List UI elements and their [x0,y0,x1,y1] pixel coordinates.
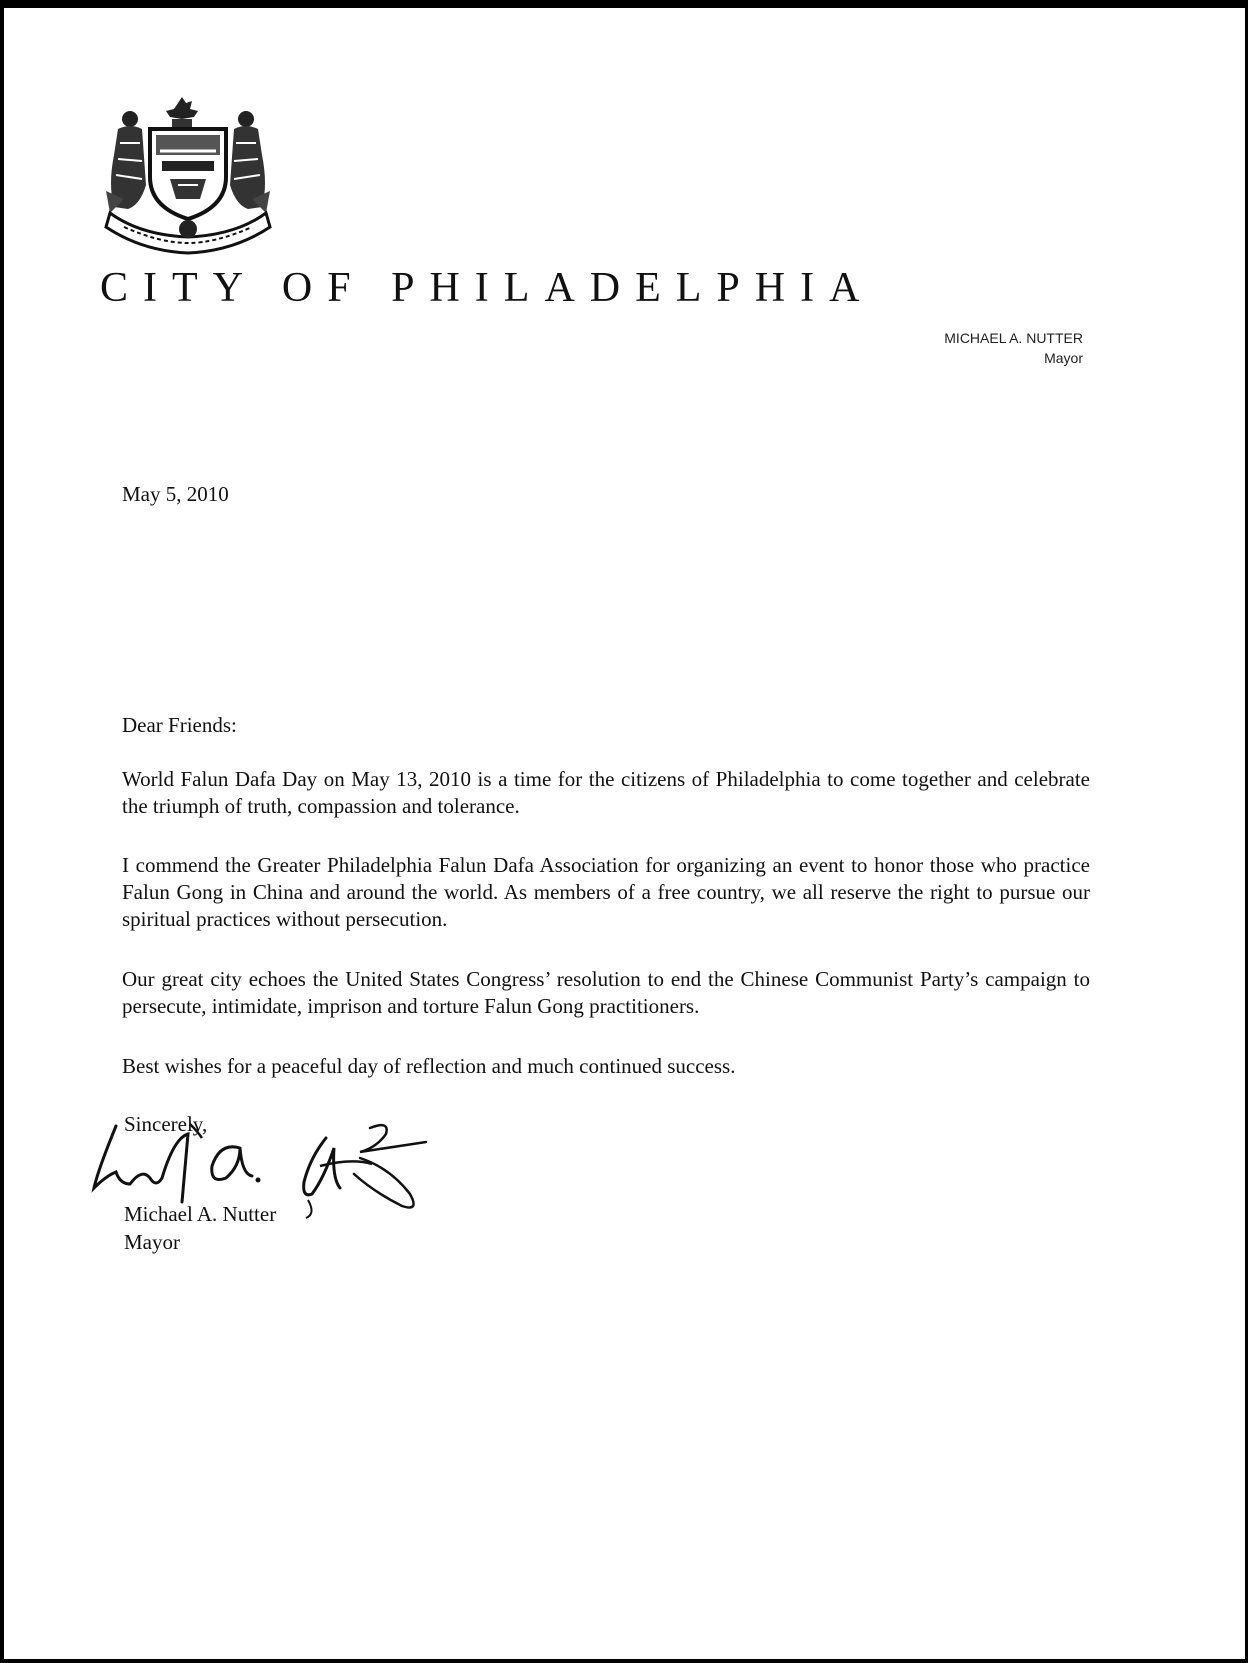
letterhead-city-title: CITY OF PHILADELPHIA [100,265,875,311]
letter-paragraph: Best wishes for a peaceful day of reflection and much continued success. [122,1054,736,1078]
scan-border-top [0,0,1248,8]
letter-paragraph: World Falun Dafa Day on May 13, 2010 is a time for the citizens of Philadelphia to come together and celebrate the triumph of truth, compassion and tolerance. [122,767,1090,818]
letter-salutation: Dear Friends: [122,713,237,737]
letterhead-mayor-block [944,328,1083,368]
signer-name: Michael A. Nutter [124,1202,277,1226]
scan-border-left [0,0,4,1663]
letter-date: May 5, 2010 [122,482,229,506]
letter-closing: Sincerely, [124,1112,208,1136]
letter-paragraph: Our great city echoes the United States Congress’ resolution to end the Chinese Communist Party’s campaign to persecute, intimidate, imprison and torture Falun Gong practitioners. [122,967,1090,1018]
letterhead-mayor-title: Mayor [1044,350,1083,366]
letterhead-mayor-name: MICHAEL A. NUTTER [944,330,1083,346]
letter-paragraph: I commend the Greater Philadelphia Falun Dafa Association for organizing an event to honor those who practice Falun Gong in China and around the world. As members of a free country, we all reserve the right to pursue our spiritual practices without persecution. [122,853,1090,931]
scan-border-bottom [0,1659,1248,1663]
signer-title: Mayor [124,1230,180,1254]
city-seal-icon [100,95,276,255]
